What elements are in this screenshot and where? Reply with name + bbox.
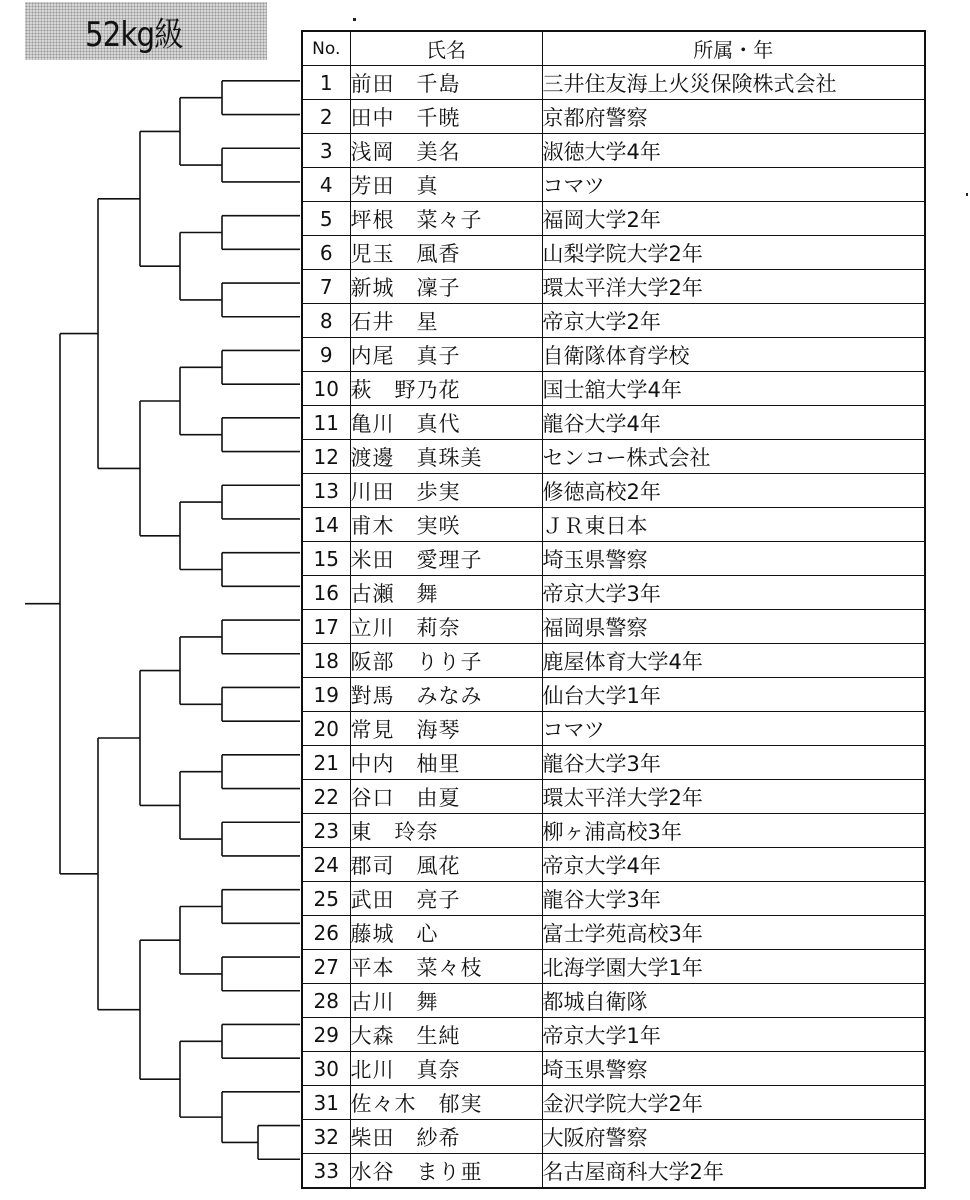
- table-row: [302, 1052, 925, 1086]
- athlete-affiliation: 大阪府警察: [542, 1120, 925, 1154]
- entry-number: 25: [302, 882, 350, 916]
- entry-number: 4: [302, 168, 350, 202]
- athlete-affiliation: ＪＲ東日本: [542, 508, 925, 542]
- athlete-name: 藤城 心: [350, 916, 542, 950]
- entry-number: 22: [302, 780, 350, 814]
- entry-number: 20: [302, 712, 350, 746]
- athlete-affiliation: 淑徳大学4年: [542, 134, 925, 168]
- athlete-affiliation: 龍谷大学3年: [542, 746, 925, 780]
- table-row: [302, 780, 925, 814]
- entry-number: 26: [302, 916, 350, 950]
- table-header-row: [302, 31, 925, 66]
- athlete-affiliation: 名古屋商科大学2年: [542, 1154, 925, 1189]
- athlete-name: 大森 生純: [350, 1018, 542, 1052]
- athlete-name: 芳田 真: [350, 168, 542, 202]
- entry-number: 13: [302, 474, 350, 508]
- entry-number: 6: [302, 236, 350, 270]
- table-row: [302, 1018, 925, 1052]
- athlete-affiliation: 埼玉県警察: [542, 1052, 925, 1086]
- table-row: [302, 372, 925, 406]
- athlete-affiliation: 帝京大学1年: [542, 1018, 925, 1052]
- athlete-affiliation: 鹿屋体育大学4年: [542, 644, 925, 678]
- table-row: [302, 134, 925, 168]
- athlete-affiliation: 三井住友海上火災保険株式会社: [542, 66, 925, 100]
- athlete-affiliation: 山梨学院大学2年: [542, 236, 925, 270]
- athlete-name: 内尾 真子: [350, 338, 542, 372]
- table-row: [302, 508, 925, 542]
- athlete-affiliation: 環太平洋大学2年: [542, 270, 925, 304]
- athlete-name: 武田 亮子: [350, 882, 542, 916]
- table-row: [302, 950, 925, 984]
- athlete-name: 北川 真奈: [350, 1052, 542, 1086]
- table-row: [302, 984, 925, 1018]
- entry-number: 32: [302, 1120, 350, 1154]
- athlete-affiliation: 埼玉県警察: [542, 542, 925, 576]
- entry-number: 17: [302, 610, 350, 644]
- athlete-name: 古川 舞: [350, 984, 542, 1018]
- entry-number: 7: [302, 270, 350, 304]
- header-affiliation: 所属・年: [542, 31, 925, 66]
- table-row: [302, 746, 925, 780]
- table-row: [302, 270, 925, 304]
- entry-number: 9: [302, 338, 350, 372]
- entry-number: 27: [302, 950, 350, 984]
- table-row: [302, 610, 925, 644]
- table-row: [302, 644, 925, 678]
- weight-class-text: 52kg級: [85, 14, 183, 55]
- entry-number: 11: [302, 406, 350, 440]
- athlete-name: 川田 歩実: [350, 474, 542, 508]
- entry-number: 14: [302, 508, 350, 542]
- athlete-name: 佐々木 郁実: [350, 1086, 542, 1120]
- entry-number: 12: [302, 440, 350, 474]
- athlete-name: 平本 菜々枝: [350, 950, 542, 984]
- athlete-affiliation: 福岡県警察: [542, 610, 925, 644]
- athlete-name: 渡邊 真珠美: [350, 440, 542, 474]
- athlete-name: 前田 千島: [350, 66, 542, 100]
- athlete-affiliation: 柳ヶ浦高校3年: [542, 814, 925, 848]
- entry-number: 2: [302, 100, 350, 134]
- table-row: [302, 338, 925, 372]
- entry-table: [301, 30, 926, 1189]
- athlete-name: 中内 柚里: [350, 746, 542, 780]
- athlete-name: 阪部 りり子: [350, 644, 542, 678]
- entry-number: 19: [302, 678, 350, 712]
- table-row: [302, 1154, 925, 1189]
- athlete-affiliation: 金沢学院大学2年: [542, 1086, 925, 1120]
- athlete-affiliation: 修徳高校2年: [542, 474, 925, 508]
- entry-number: 16: [302, 576, 350, 610]
- athlete-affiliation: 国士舘大学4年: [542, 372, 925, 406]
- athlete-name: 甫木 実咲: [350, 508, 542, 542]
- entry-number: 15: [302, 542, 350, 576]
- table-row: [302, 202, 925, 236]
- athlete-affiliation: 龍谷大学4年: [542, 406, 925, 440]
- athlete-name: 古瀬 舞: [350, 576, 542, 610]
- athlete-name: 柴田 紗希: [350, 1120, 542, 1154]
- athlete-name: 亀川 真代: [350, 406, 542, 440]
- entry-number: 28: [302, 984, 350, 1018]
- entry-number: 29: [302, 1018, 350, 1052]
- stray-mark: [353, 18, 356, 21]
- table-row: [302, 882, 925, 916]
- entry-number: 33: [302, 1154, 350, 1189]
- athlete-name: 郡司 風花: [350, 848, 542, 882]
- athlete-affiliation: 帝京大学4年: [542, 848, 925, 882]
- table-row: [302, 814, 925, 848]
- entry-number: 8: [302, 304, 350, 338]
- table-row: [302, 576, 925, 610]
- athlete-affiliation: 帝京大学2年: [542, 304, 925, 338]
- athlete-affiliation: コマツ: [542, 712, 925, 746]
- tournament-bracket: [0, 0, 300, 1200]
- athlete-name: 田中 千暁: [350, 100, 542, 134]
- athlete-name: 坪根 菜々子: [350, 202, 542, 236]
- athlete-name: 米田 愛理子: [350, 542, 542, 576]
- entry-number: 10: [302, 372, 350, 406]
- entry-number: 5: [302, 202, 350, 236]
- athlete-name: 萩 野乃花: [350, 372, 542, 406]
- athlete-name: 東 玲奈: [350, 814, 542, 848]
- entry-number: 24: [302, 848, 350, 882]
- athlete-affiliation: 龍谷大学3年: [542, 882, 925, 916]
- athlete-affiliation: 福岡大学2年: [542, 202, 925, 236]
- table-row: [302, 100, 925, 134]
- table-row: [302, 168, 925, 202]
- table-row: [302, 1120, 925, 1154]
- athlete-affiliation: 環太平洋大学2年: [542, 780, 925, 814]
- table-row: [302, 678, 925, 712]
- table-row: [302, 66, 925, 100]
- athlete-name: 立川 莉奈: [350, 610, 542, 644]
- table-row: [302, 1086, 925, 1120]
- header-no: No.: [302, 31, 350, 66]
- athlete-affiliation: 北海学園大学1年: [542, 950, 925, 984]
- entry-number: 3: [302, 134, 350, 168]
- athlete-name: 對馬 みなみ: [350, 678, 542, 712]
- table-row: [302, 712, 925, 746]
- athlete-name: 谷口 由夏: [350, 780, 542, 814]
- entry-number: 18: [302, 644, 350, 678]
- entry-number: 30: [302, 1052, 350, 1086]
- table-row: [302, 848, 925, 882]
- athlete-name: 石井 星: [350, 304, 542, 338]
- athlete-name: 新城 凜子: [350, 270, 542, 304]
- athlete-affiliation: センコー株式会社: [542, 440, 925, 474]
- header-name: 氏名: [350, 31, 542, 66]
- stray-mark: [966, 193, 968, 196]
- athlete-affiliation: 自衛隊体育学校: [542, 338, 925, 372]
- table-row: [302, 304, 925, 338]
- table-row: [302, 474, 925, 508]
- entry-number: 1: [302, 66, 350, 100]
- athlete-name: 児玉 風香: [350, 236, 542, 270]
- athlete-affiliation: 都城自衛隊: [542, 984, 925, 1018]
- table-row: [302, 236, 925, 270]
- entry-number: 31: [302, 1086, 350, 1120]
- athlete-affiliation: 富士学苑高校3年: [542, 916, 925, 950]
- athlete-affiliation: 京都府警察: [542, 100, 925, 134]
- athlete-affiliation: 仙台大学1年: [542, 678, 925, 712]
- athlete-affiliation: コマツ: [542, 168, 925, 202]
- athlete-name: 浅岡 美名: [350, 134, 542, 168]
- athlete-name: 常見 海琴: [350, 712, 542, 746]
- athlete-affiliation: 帝京大学3年: [542, 576, 925, 610]
- entry-number: 21: [302, 746, 350, 780]
- table-row: [302, 916, 925, 950]
- table-row: [302, 542, 925, 576]
- table-row: [302, 406, 925, 440]
- entry-number: 23: [302, 814, 350, 848]
- table-row: [302, 440, 925, 474]
- athlete-name: 水谷 まり亜: [350, 1154, 542, 1189]
